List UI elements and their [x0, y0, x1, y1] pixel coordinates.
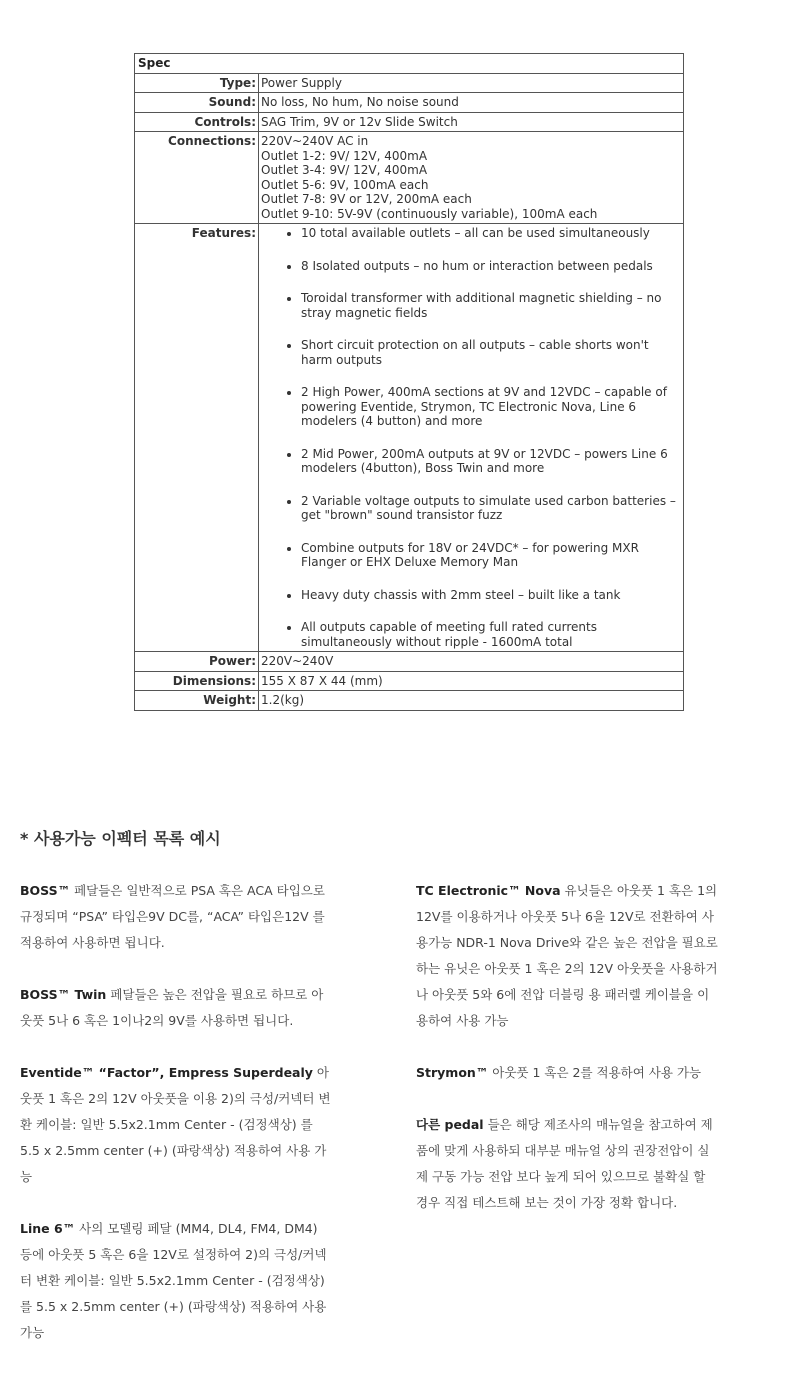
note-text: 페달들은 일반적으로 PSA 혹은 ACA 타입으로 규정되며 “PSA” 타입은9V DC를, “ACA” 타입은12V 를 적용하여 사용하면 됩니다. [20, 883, 325, 950]
feature-item: • All outputs capable of meeting full rated currents simultaneously without ripple - 1600mA total [301, 620, 680, 649]
spec-value-dimensions: 155 X 87 X 44 (mm) [259, 671, 684, 691]
note-text: 유닛들은 아웃풋 1 혹은 1의 12V를 이용하거나 아웃풋 5나 6을 12V로 전환하여 사용가능 NDR-1 Nova Drive와 같은 높은 전압을 필요로 하는 유닛은 아웃풋 1 혹은 2의 12V 아웃풋을 사용하거나 아웃풋 5와 6에 전압 더블링 용 패러렐 케이블을 이용하여 사용 가능 [416, 883, 718, 1028]
feature-item: • 2 Variable voltage outputs to simulate used carbon batteries – get "brown" sound transistor fuzz [301, 494, 680, 523]
spec-value-type: Power Supply [259, 73, 684, 93]
note-text: 아웃풋 1 혹은 2를 적용하여 사용 가능 [488, 1065, 702, 1080]
spec-label-features: Features: [135, 224, 259, 652]
spec-row-features [135, 224, 684, 652]
spec-label-dimensions: Dimensions: [135, 671, 259, 691]
feature-item: • 2 Mid Power, 200mA outputs at 9V or 12VDC – powers Line 6 modelers (4button), Boss Twin and more [301, 447, 680, 476]
notes-title: * 사용가능 이펙터 목록 예시 [20, 829, 221, 848]
note-paragraph [20, 1216, 332, 1346]
connection-line: Outlet 1-2: 9V/ 12V, 400mA [261, 148, 428, 163]
connection-line: 220V~240V AC in [261, 134, 369, 148]
features-list [261, 226, 680, 649]
note-brand: BOSS™ [20, 883, 71, 898]
spec-label-controls: Controls: [135, 112, 259, 132]
note-paragraph [416, 878, 720, 1034]
feature-item: • 8 Isolated outputs – no hum or interaction between pedals [301, 259, 680, 274]
spec-table [134, 53, 684, 711]
connection-line: Outlet 9-10: 5V-9V (continuously variable), 100mA each [261, 206, 598, 221]
spec-value-controls: SAG Trim, 9V or 12v Slide Switch [259, 112, 684, 132]
notes-right-column [416, 878, 720, 1242]
feature-item: • Toroidal transformer with additional magnetic shielding – no stray magnetic fields [301, 291, 680, 320]
note-brand: Strymon™ [416, 1065, 489, 1080]
spec-header-row [135, 54, 684, 74]
spec-value-features [259, 224, 684, 652]
spec-row-power [135, 652, 684, 672]
spec-value-weight: 1.2(kg) [259, 691, 684, 711]
spec-label-weight: Weight: [135, 691, 259, 711]
note-text: 들은 해당 제조사의 매뉴얼을 참고하여 제품에 맞게 사용하되 대부분 매뉴얼 상의 권장전압이 실제 구동 가능 전압 보다 높게 되어 있으므로 불확실 할 경우 직접 테스트해 보는 것이 가장 정확 합니다. [416, 1117, 713, 1210]
spec-row-sound [135, 93, 684, 113]
connection-line: Outlet 7-8: 9V or 12V, 200mA each [261, 192, 472, 206]
spec-value-sound: No loss, No hum, No noise sound [259, 93, 684, 113]
spec-label-connections: Connections: [135, 132, 259, 224]
note-text: 페달들은 높은 전압을 필요로 하므로 아웃풋 5나 6 혹은 1이나2의 9V를 사용하면 됩니다. [20, 987, 324, 1028]
note-brand: 다른 pedal [416, 1117, 484, 1132]
spec-row-controls [135, 112, 684, 132]
note-paragraph [20, 982, 332, 1034]
spec-header: Spec [135, 54, 684, 74]
spec-label-sound: Sound: [135, 93, 259, 113]
spec-label-power: Power: [135, 652, 259, 672]
note-brand: Eventide™ “Factor”, Empress Superdealy [20, 1065, 313, 1080]
spec-label-type: Type: [135, 73, 259, 93]
spec-row-dimensions [135, 671, 684, 691]
note-paragraph [20, 1060, 332, 1190]
feature-item: • Heavy duty chassis with 2mm steel – built like a tank [301, 588, 680, 603]
connection-line: Outlet 5-6: 9V, 100mA each [261, 177, 429, 192]
note-text: 아웃풋 1 혹은 2의 12V 아웃풋을 이용 2)의 극성/커넥터 변환 케이블: 일반 5.5x2.1mm Center - (검정색상) 를 5.5 x 2.5mm center (+) (파랑색상) 적용하여 사용 가능 [20, 1065, 331, 1184]
note-paragraph [416, 1112, 720, 1216]
spec-value-power: 220V~240V [259, 652, 684, 672]
note-paragraph [416, 1060, 720, 1086]
feature-item: • Short circuit protection on all outputs – cable shorts won't harm outputs [301, 338, 680, 367]
note-paragraph [20, 878, 332, 956]
feature-item: • Combine outputs for 18V or 24VDC* – for powering MXR Flanger or EHX Deluxe Memory Man [301, 541, 680, 570]
note-brand: BOSS™ Twin [20, 987, 107, 1002]
notes-left-column [20, 878, 332, 1372]
spec-value-connections [259, 132, 684, 224]
note-brand: Line 6™ [20, 1221, 76, 1236]
spec-row-type [135, 73, 684, 93]
feature-item: • 10 total available outlets – all can be used simultaneously [301, 226, 680, 241]
note-brand: TC Electronic™ Nova [416, 883, 561, 898]
spec-row-weight [135, 691, 684, 711]
feature-item: • 2 High Power, 400mA sections at 9V and 12VDC – capable of powering Eventide, Strymon, TC Electronic Nova, Line 6 modelers (4 button) and more [301, 385, 680, 429]
note-text: 사의 모델링 페달 (MM4, DL4, FM4, DM4) 등에 아웃풋 5 혹은 6을 12V로 설정하여 2)의 극성/커넥터 변환 케이블: 일반 5.5x2.1mm Center - (검정색상) 를 5.5 x 2.5mm center (+) (파랑색상) 적용하여 사용 가능 [20, 1221, 327, 1340]
spec-row-connections [135, 132, 684, 224]
connection-line: Outlet 3-4: 9V/ 12V, 400mA [261, 163, 428, 177]
